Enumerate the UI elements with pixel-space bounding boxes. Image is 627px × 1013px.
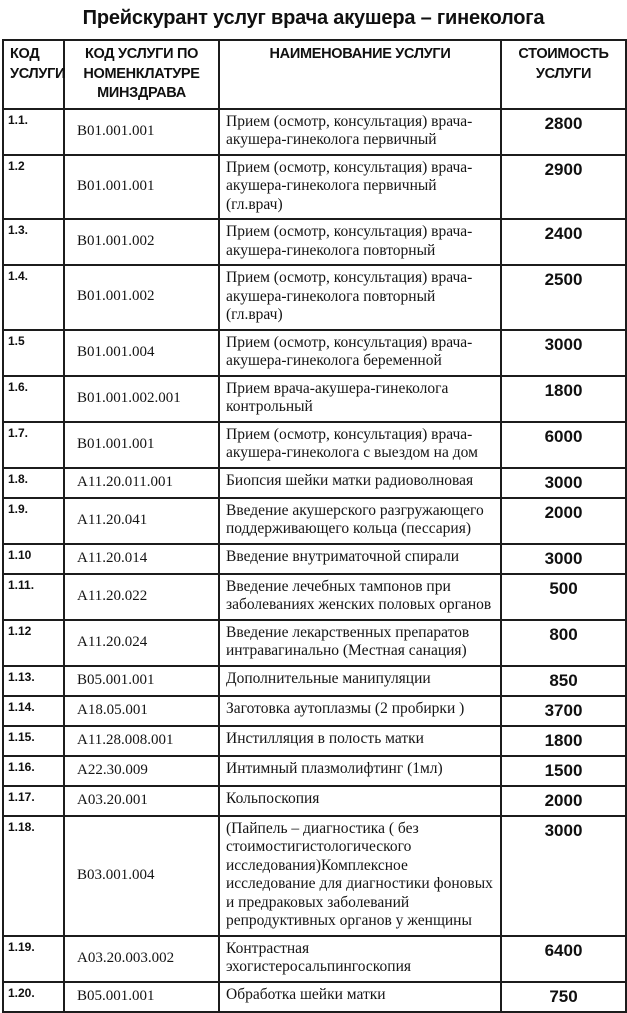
table-row <box>3 330 626 376</box>
table-row <box>3 468 626 498</box>
cell-service-code: 1.12 <box>3 620 64 666</box>
cell-nomenclature-code: А18.05.001 <box>64 696 219 726</box>
cell-nomenclature-code: А11.20.041 <box>64 498 219 544</box>
table-body <box>3 109 626 1012</box>
cell-service-name: (Пайпель – диагностика ( без стоимостигистологического исследования)Комплексное исследование для диагностики фоновых и предраковых заболеваний репродуктивных органов у женщины <box>219 816 501 936</box>
table-row <box>3 816 626 936</box>
cell-nomenclature-code: В05.001.001 <box>64 666 219 696</box>
cell-service-name: Заготовка аутоплазмы (2 пробирки ) <box>219 696 501 726</box>
cell-service-price: 6400 <box>501 936 626 982</box>
cell-nomenclature-code: А11.20.024 <box>64 620 219 666</box>
cell-service-name: Обработка шейки матки <box>219 982 501 1012</box>
cell-nomenclature-code: В01.001.002 <box>64 265 219 330</box>
cell-nomenclature-code: А11.20.022 <box>64 574 219 620</box>
cell-nomenclature-code: В01.001.004 <box>64 330 219 376</box>
table-row <box>3 696 626 726</box>
table-row <box>3 219 626 265</box>
table-row <box>3 982 626 1012</box>
table-row <box>3 574 626 620</box>
cell-service-code: 1.8. <box>3 468 64 498</box>
cell-service-code: 1.6. <box>3 376 64 422</box>
cell-service-code: 1.16. <box>3 756 64 786</box>
cell-service-price: 2400 <box>501 219 626 265</box>
cell-nomenclature-code: А11.20.014 <box>64 544 219 574</box>
document-page <box>0 7 627 1013</box>
cell-service-code: 1.7. <box>3 422 64 468</box>
cell-service-price: 750 <box>501 982 626 1012</box>
cell-service-name: Контрастная эхогистеросальпингоскопия <box>219 936 501 982</box>
cell-nomenclature-code: А03.20.003.002 <box>64 936 219 982</box>
cell-service-code: 1.11. <box>3 574 64 620</box>
cell-service-price: 6000 <box>501 422 626 468</box>
cell-service-name: Интимный плазмолифтинг (1мл) <box>219 756 501 786</box>
cell-service-price: 3000 <box>501 544 626 574</box>
cell-nomenclature-code: В01.001.001 <box>64 422 219 468</box>
cell-service-name: Дополнительные манипуляции <box>219 666 501 696</box>
cell-nomenclature-code: В03.001.004 <box>64 816 219 936</box>
page-title: Прейскурант услуг врача акушера – гинеколога <box>82 7 545 29</box>
table-row <box>3 936 626 982</box>
cell-service-code: 1.4. <box>3 265 64 330</box>
cell-service-name: Прием (осмотр, консультация) врача-акушера-гинеколога повторный (гл.врач) <box>219 265 501 330</box>
cell-service-price: 3000 <box>501 330 626 376</box>
cell-service-code: 1.9. <box>3 498 64 544</box>
cell-service-code: 1.20. <box>3 982 64 1012</box>
cell-nomenclature-code: В01.001.001 <box>64 109 219 155</box>
cell-service-price: 2800 <box>501 109 626 155</box>
cell-service-code: 1.1. <box>3 109 64 155</box>
cell-service-price: 3700 <box>501 696 626 726</box>
table-row <box>3 756 626 786</box>
cell-service-price: 1800 <box>501 376 626 422</box>
cell-service-name: Введение лечебных тампонов при заболеваниях женских половых органов <box>219 574 501 620</box>
cell-service-price: 2000 <box>501 498 626 544</box>
cell-service-price: 800 <box>501 620 626 666</box>
table-row <box>3 666 626 696</box>
cell-service-name: Введение внутриматочной спирали <box>219 544 501 574</box>
cell-nomenclature-code: А11.20.011.001 <box>64 468 219 498</box>
table-row <box>3 726 626 756</box>
cell-service-code: 1.5 <box>3 330 64 376</box>
table-row <box>3 265 626 330</box>
cell-service-name: Прием (осмотр, консультация) врача-акушера-гинеколога с выездом на дом <box>219 422 501 468</box>
cell-service-price: 1500 <box>501 756 626 786</box>
table-row <box>3 498 626 544</box>
table-row <box>3 376 626 422</box>
table-row <box>3 422 626 468</box>
cell-service-name: Биопсия шейки матки радиоволновая <box>219 468 501 498</box>
cell-service-name: Прием (осмотр, консультация) врача-акушера-гинеколога беременной <box>219 330 501 376</box>
cell-service-price: 3000 <box>501 468 626 498</box>
cell-service-price: 3000 <box>501 816 626 936</box>
table-row <box>3 155 626 220</box>
cell-service-code: 1.17. <box>3 786 64 816</box>
column-header-service-name: НАИМЕНОВАНИЕ УСЛУГИ <box>219 40 501 109</box>
cell-service-price: 2900 <box>501 155 626 220</box>
table-row <box>3 109 626 155</box>
table-row <box>3 620 626 666</box>
column-header-nomenclature-code: КОД УСЛУГИ ПО НОМЕНКЛАТУРЕ МИНЗДРАВА <box>64 40 219 109</box>
cell-service-name: Прием врача-акушера-гинеколога контрольный <box>219 376 501 422</box>
cell-service-code: 1.18. <box>3 816 64 936</box>
cell-service-name: Инстилляция в полость матки <box>219 726 501 756</box>
cell-service-name: Введение акушерского разгружающего поддерживающего кольца (пессария) <box>219 498 501 544</box>
cell-service-code: 1.3. <box>3 219 64 265</box>
cell-service-price: 1800 <box>501 726 626 756</box>
cell-nomenclature-code: А22.30.009 <box>64 756 219 786</box>
cell-service-name: Кольпоскопия <box>219 786 501 816</box>
cell-service-price: 2500 <box>501 265 626 330</box>
cell-nomenclature-code: В05.001.001 <box>64 982 219 1012</box>
cell-service-name: Прием (осмотр, консультация) врача-акушера-гинеколога повторный <box>219 219 501 265</box>
cell-service-price: 850 <box>501 666 626 696</box>
cell-nomenclature-code: А11.28.008.001 <box>64 726 219 756</box>
column-header-service-code: КОД УСЛУГИ <box>3 40 64 109</box>
price-table <box>2 39 627 1013</box>
cell-nomenclature-code: В01.001.002.001 <box>64 376 219 422</box>
cell-service-code: 1.14. <box>3 696 64 726</box>
cell-service-code: 1.10 <box>3 544 64 574</box>
cell-service-name: Прием (осмотр, консультация) врача-акушера-гинеколога первичный <box>219 109 501 155</box>
cell-service-code: 1.19. <box>3 936 64 982</box>
cell-service-price: 500 <box>501 574 626 620</box>
cell-service-code: 1.15. <box>3 726 64 756</box>
cell-service-code: 1.13. <box>3 666 64 696</box>
cell-service-name: Прием (осмотр, консультация) врача-акушера-гинеколога первичный (гл.врач) <box>219 155 501 220</box>
table-row <box>3 786 626 816</box>
cell-nomenclature-code: В01.001.002 <box>64 219 219 265</box>
column-header-service-price: СТОИМОСТЬ УСЛУГИ <box>501 40 626 109</box>
table-row <box>3 544 626 574</box>
cell-service-name: Введение лекарственных препаратов интравагинально (Местная санация) <box>219 620 501 666</box>
header-row <box>3 40 626 109</box>
cell-nomenclature-code: А03.20.001 <box>64 786 219 816</box>
cell-service-code: 1.2 <box>3 155 64 220</box>
cell-service-price: 2000 <box>501 786 626 816</box>
cell-nomenclature-code: В01.001.001 <box>64 155 219 220</box>
